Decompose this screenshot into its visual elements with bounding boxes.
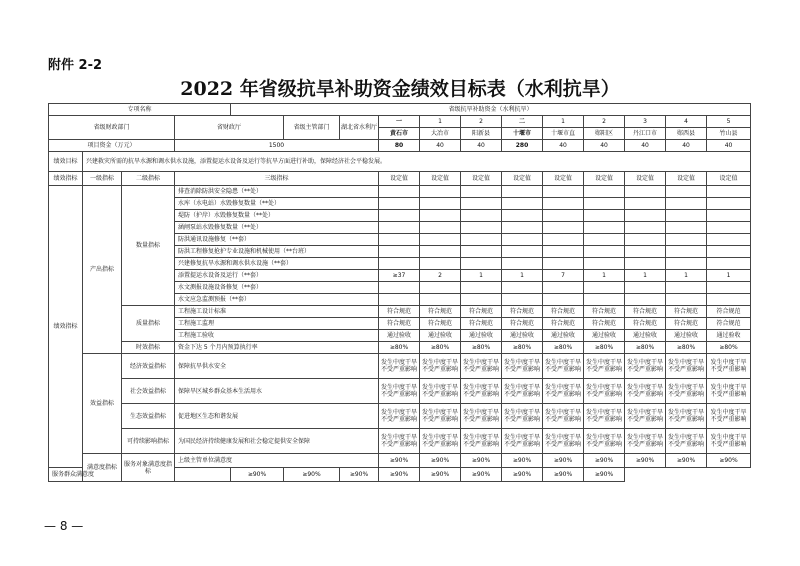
empty-cell [543, 222, 584, 234]
quality-value: 符合规范 [502, 306, 543, 318]
empty-cell [502, 282, 543, 294]
benefit-type: 生态效益指标 [122, 404, 175, 429]
quality-item: 工程施工监理 [175, 318, 379, 330]
satisfaction-value: ≥90% [666, 454, 707, 468]
satisfaction-item: 服务群众满意度 [49, 468, 231, 482]
satisfaction-item: 上级主管单位满意度 [175, 454, 379, 468]
quantity-item: 水库（水电站）水毁修复数量（**处） [175, 198, 379, 210]
col-level3: 三级指标 [175, 172, 379, 186]
table-row [49, 404, 751, 429]
table-row [49, 140, 751, 152]
empty-cell [379, 222, 420, 234]
table-row [49, 116, 751, 128]
benefit-value: 发生中度干旱不受严重影响 [543, 404, 584, 429]
quality-value: 符合规范 [666, 306, 707, 318]
empty-cell [707, 258, 751, 270]
empty-cell [707, 246, 751, 258]
satisfaction-value: ≥90% [584, 454, 625, 468]
empty-cell [666, 282, 707, 294]
benefit-value: 发生中度干旱不受严重影响 [666, 354, 707, 379]
col-level2: 二级指标 [122, 172, 175, 186]
benefit-value: 发生中度干旱不受严重影响 [625, 429, 666, 454]
empty-cell [666, 294, 707, 306]
empty-cell [543, 258, 584, 270]
empty-cell [420, 234, 461, 246]
benefit-type: 经济效益指标 [122, 354, 175, 379]
region-num: 2 [461, 116, 502, 128]
project-name-label: 专项名称 [49, 104, 231, 116]
quantity-item: 添置提运水设备及运行（**套） [175, 270, 379, 282]
table-row [49, 468, 751, 482]
region-num: 二 [502, 116, 543, 128]
quality-value: 符合规范 [379, 306, 420, 318]
benefit-value: 发生中度干旱不受严重影响 [420, 379, 461, 404]
timeliness-value: ≥80% [379, 342, 420, 354]
region-num: 2 [584, 116, 625, 128]
quality-value: 通过验收 [420, 330, 461, 342]
satisfaction-value: ≥90% [707, 454, 751, 468]
benefit-item: 促进地区生态和谐发展 [175, 404, 379, 429]
empty-cell [461, 198, 502, 210]
empty-cell [707, 222, 751, 234]
timeliness-value: ≥80% [461, 342, 502, 354]
set-value-header: 设定值 [502, 172, 543, 186]
empty-cell [666, 234, 707, 246]
funds-label: 项目资金（万元） [49, 140, 175, 152]
quantity-indicators: 数量指标 [122, 186, 175, 306]
empty-cell [379, 258, 420, 270]
empty-cell [625, 294, 666, 306]
benefit-value: 发生中度干旱不受严重影响 [420, 429, 461, 454]
quality-value: 通过验收 [502, 330, 543, 342]
benefit-item: 保障旱区城乡群众基本生活用水 [175, 379, 379, 404]
empty-cell [461, 234, 502, 246]
benefit-value: 发生中度干旱不受严重影响 [461, 429, 502, 454]
set-value-header: 设定值 [543, 172, 584, 186]
satisfaction-value: ≥90% [543, 468, 584, 482]
satisfaction-value: ≥90% [420, 468, 461, 482]
perf-indicators-label: 绩效指标 [49, 186, 83, 468]
empty-cell [625, 234, 666, 246]
set-value-header: 设定值 [584, 172, 625, 186]
region-num: 一 [379, 116, 420, 128]
empty-cell [584, 258, 625, 270]
region-amount: 280 [502, 140, 543, 152]
empty-cell [707, 282, 751, 294]
empty-cell [625, 246, 666, 258]
benefit-item: 为国民经济持续健康发展和社会稳定提供安全保障 [175, 429, 379, 454]
table-row [49, 186, 751, 198]
benefit-indicators: 效益指标 [83, 354, 122, 454]
empty-cell [502, 210, 543, 222]
quality-value: 符合规范 [666, 318, 707, 330]
empty-cell [502, 258, 543, 270]
goal-text: 兴建救灾所需的抗旱水源和调水供水设施，添置提运水设备及运行等抗旱方面进行补助，保障经济社会平稳发展。 [83, 152, 751, 172]
benefit-type: 社会效益指标 [122, 379, 175, 404]
benefit-value: 发生中度干旱不受严重影响 [584, 379, 625, 404]
quality-value: 通过验收 [666, 330, 707, 342]
quality-value: 符合规范 [502, 318, 543, 330]
satisfaction-value: ≥90% [379, 454, 420, 468]
empty-cell [502, 234, 543, 246]
benefit-value: 发生中度干旱不受严重影响 [666, 379, 707, 404]
quality-value: 符合规范 [543, 318, 584, 330]
quantity-item: 兴建修复抗旱水源和调水供水设施（**套） [175, 258, 379, 270]
empty-cell [543, 294, 584, 306]
quality-value: 通过验收 [707, 330, 751, 342]
benefit-value: 发生中度干旱不受严重影响 [625, 404, 666, 429]
quantity-item: 防洪通讯设施修复（**套） [175, 234, 379, 246]
empty-cell [420, 186, 461, 198]
region-num: 5 [707, 116, 751, 128]
quantity-value: ≥37 [379, 270, 420, 282]
quantity-item: 水文测报设施设备修复（**套） [175, 282, 379, 294]
quality-value: 符合规范 [707, 306, 751, 318]
benefit-value: 发生中度干旱不受严重影响 [666, 404, 707, 429]
quantity-value: 1 [461, 270, 502, 282]
empty-cell [502, 294, 543, 306]
empty-cell [584, 186, 625, 198]
sup-dept-label: 省级主管部门 [284, 116, 340, 140]
region-amount: 40 [461, 140, 502, 152]
quality-value: 符合规范 [461, 306, 502, 318]
satisfaction-value: ≥90% [543, 454, 584, 468]
benefit-value: 发生中度干旱不受严重影响 [584, 429, 625, 454]
empty-cell [666, 246, 707, 258]
region-name: 阳新县 [461, 128, 502, 140]
timeliness-value: ≥80% [502, 342, 543, 354]
region-name: 丹江口市 [625, 128, 666, 140]
empty-cell [584, 246, 625, 258]
table-row [49, 429, 751, 454]
satisfaction-value: ≥90% [379, 468, 420, 482]
quantity-value: 7 [543, 270, 584, 282]
benefit-value: 发生中度干旱不受严重影响 [543, 354, 584, 379]
empty-cell [502, 246, 543, 258]
empty-cell [666, 258, 707, 270]
quality-value: 符合规范 [584, 318, 625, 330]
empty-cell [584, 282, 625, 294]
empty-cell [502, 198, 543, 210]
satisfaction-indicators: 满意度指标 [83, 454, 122, 482]
empty-cell [379, 186, 420, 198]
benefit-value: 发生中度干旱不受严重影响 [502, 404, 543, 429]
satisfaction-value: ≥90% [584, 468, 625, 482]
table-row [49, 342, 751, 354]
region-amount: 40 [625, 140, 666, 152]
satisfaction-value: ≥90% [502, 454, 543, 468]
table-row [49, 172, 751, 186]
quantity-value: 2 [420, 270, 461, 282]
satisfaction-value: ≥90% [284, 468, 340, 482]
empty-cell [584, 294, 625, 306]
region-amount: 40 [584, 140, 625, 152]
table-row [49, 379, 751, 404]
benefit-type: 可持续影响指标 [122, 429, 175, 454]
benefit-value: 发生中度干旱不受严重影响 [420, 354, 461, 379]
region-name: 十堰市 [502, 128, 543, 140]
benefit-value: 发生中度干旱不受严重影响 [707, 379, 751, 404]
region-name: 郧阳区 [584, 128, 625, 140]
benefit-value: 发生中度干旱不受严重影响 [379, 354, 420, 379]
quantity-value: 1 [584, 270, 625, 282]
benefit-value: 发生中度干旱不受严重影响 [584, 354, 625, 379]
empty-cell [379, 198, 420, 210]
empty-cell [379, 210, 420, 222]
empty-cell [461, 186, 502, 198]
set-value-header: 设定值 [666, 172, 707, 186]
quality-value: 通过验收 [584, 330, 625, 342]
set-value-header: 设定值 [420, 172, 461, 186]
region-name: 大冶市 [420, 128, 461, 140]
timeliness-item: 资金下达 5 个月内预算执行率 [175, 342, 379, 354]
empty-cell [584, 198, 625, 210]
empty-cell [420, 198, 461, 210]
timeliness-value: ≥80% [625, 342, 666, 354]
region-amount: 40 [420, 140, 461, 152]
region-name: 黄石市 [379, 128, 420, 140]
perf-label: 绩效指标 [49, 172, 83, 186]
empty-cell [543, 210, 584, 222]
benefit-value: 发生中度干旱不受严重影响 [502, 379, 543, 404]
timeliness-value: ≥80% [420, 342, 461, 354]
set-value-header: 设定值 [707, 172, 751, 186]
quantity-item: 排查消除防洪安全隐患（**处） [175, 186, 379, 198]
empty-cell [461, 258, 502, 270]
quality-value: 符合规范 [543, 306, 584, 318]
quantity-value: 1 [502, 270, 543, 282]
set-value-header: 设定值 [461, 172, 502, 186]
benefit-value: 发生中度干旱不受严重影响 [707, 429, 751, 454]
benefit-value: 发生中度干旱不受严重影响 [584, 404, 625, 429]
empty-cell [584, 210, 625, 222]
table-row [49, 104, 751, 116]
satisfaction-value: ≥90% [625, 454, 666, 468]
satisfaction-value: ≥90% [461, 468, 502, 482]
empty-cell [420, 222, 461, 234]
quality-value: 符合规范 [379, 318, 420, 330]
empty-cell [543, 186, 584, 198]
region-num: 4 [666, 116, 707, 128]
empty-cell [707, 186, 751, 198]
region-num: 1 [543, 116, 584, 128]
benefit-value: 发生中度干旱不受严重影响 [625, 379, 666, 404]
satisfaction-value: ≥90% [420, 454, 461, 468]
empty-cell [707, 198, 751, 210]
region-amount: 40 [543, 140, 584, 152]
page-number: — 8 — [44, 519, 84, 533]
satisfaction-value: ≥90% [231, 468, 284, 482]
empty-cell [584, 234, 625, 246]
quantity-value: 1 [666, 270, 707, 282]
region-num: 1 [420, 116, 461, 128]
benefit-value: 发生中度干旱不受严重影响 [543, 379, 584, 404]
empty-cell [625, 258, 666, 270]
quality-value: 符合规范 [420, 318, 461, 330]
satisfaction-value: ≥90% [340, 468, 379, 482]
empty-cell [625, 198, 666, 210]
empty-cell [625, 222, 666, 234]
quality-value: 符合规范 [420, 306, 461, 318]
table-row [49, 152, 751, 172]
empty-cell [707, 210, 751, 222]
dept-value: 省财政厅 [175, 116, 284, 140]
quality-value: 符合规范 [625, 318, 666, 330]
empty-cell [625, 210, 666, 222]
goal-label: 绩效目标 [49, 152, 83, 172]
empty-cell [420, 258, 461, 270]
empty-cell [420, 282, 461, 294]
empty-cell [666, 186, 707, 198]
satisfaction-value: ≥90% [502, 468, 543, 482]
quality-value: 符合规范 [625, 306, 666, 318]
region-amount: 80 [379, 140, 420, 152]
empty-cell [461, 246, 502, 258]
benefit-value: 发生中度干旱不受严重影响 [379, 429, 420, 454]
empty-cell [666, 222, 707, 234]
timeliness-value: ≥80% [707, 342, 751, 354]
region-name: 郧西县 [666, 128, 707, 140]
table-row [49, 454, 751, 468]
timeliness-value: ≥80% [666, 342, 707, 354]
page-title: 2022 年省级抗旱补助资金绩效目标表（水利抗旱） [180, 78, 620, 100]
quality-value: 通过验收 [625, 330, 666, 342]
empty-cell [502, 222, 543, 234]
quality-item: 工程施工验收 [175, 330, 379, 342]
empty-cell [543, 234, 584, 246]
benefit-value: 发生中度干旱不受严重影响 [461, 354, 502, 379]
benefit-value: 发生中度干旱不受严重影响 [707, 404, 751, 429]
benefit-item: 保障抗旱供水安全 [175, 354, 379, 379]
empty-cell [379, 246, 420, 258]
empty-cell [420, 294, 461, 306]
empty-cell [666, 198, 707, 210]
quantity-item: 堤防（护岸）水毁修复数量（**处） [175, 210, 379, 222]
empty-cell [379, 234, 420, 246]
empty-cell [379, 294, 420, 306]
table-row [49, 354, 751, 379]
benefit-value: 发生中度干旱不受严重影响 [625, 354, 666, 379]
empty-cell [420, 210, 461, 222]
benefit-value: 发生中度干旱不受严重影响 [502, 429, 543, 454]
dept-label: 省级财政部门 [49, 116, 175, 140]
quantity-value: 1 [707, 270, 751, 282]
quality-item: 工程施工设计标准 [175, 306, 379, 318]
empty-cell [666, 210, 707, 222]
col-level1: 一级指标 [83, 172, 122, 186]
empty-cell [502, 186, 543, 198]
set-value-header: 设定值 [625, 172, 666, 186]
quantity-value: 1 [625, 270, 666, 282]
benefit-value: 发生中度干旱不受严重影响 [461, 404, 502, 429]
empty-cell [461, 210, 502, 222]
benefit-value: 发生中度干旱不受严重影响 [502, 354, 543, 379]
empty-cell [461, 294, 502, 306]
empty-cell [543, 282, 584, 294]
region-amount: 40 [666, 140, 707, 152]
timeliness-value: ≥80% [543, 342, 584, 354]
empty-cell [707, 234, 751, 246]
output-indicators: 产出指标 [83, 186, 122, 354]
set-value-header: 设定值 [379, 172, 420, 186]
empty-cell [379, 282, 420, 294]
quality-value: 符合规范 [707, 318, 751, 330]
quantity-item: 涵闸泵站水毁修复数量（**处） [175, 222, 379, 234]
table-row [49, 306, 751, 318]
quality-value: 通过验收 [461, 330, 502, 342]
empty-cell [420, 246, 461, 258]
empty-cell [543, 246, 584, 258]
quality-value: 符合规范 [584, 306, 625, 318]
benefit-value: 发生中度干旱不受严重影响 [420, 404, 461, 429]
funds-total: 1500 [175, 140, 379, 152]
region-num: 3 [625, 116, 666, 128]
service-satisfaction: 服务对象满意度指标 [122, 454, 175, 482]
attachment-label: 附件 2-2 [48, 58, 103, 73]
empty-cell [584, 222, 625, 234]
quality-value: 通过验收 [379, 330, 420, 342]
benefit-value: 发生中度干旱不受严重影响 [543, 429, 584, 454]
project-name-value: 省级抗旱补助资金（水利抗旱） [231, 104, 751, 116]
empty-cell [625, 186, 666, 198]
region-name: 十堰市直 [543, 128, 584, 140]
quality-indicators: 质量指标 [122, 306, 175, 342]
sup-dept-value: 湖北省水利厅 [340, 116, 379, 140]
benefit-value: 发生中度干旱不受严重影响 [379, 404, 420, 429]
performance-table [48, 103, 751, 482]
quality-value: 符合规范 [461, 318, 502, 330]
empty-cell [625, 282, 666, 294]
timeliness-value: ≥80% [584, 342, 625, 354]
benefit-value: 发生中度干旱不受严重影响 [379, 379, 420, 404]
quality-value: 通过验收 [543, 330, 584, 342]
region-name: 竹山县 [707, 128, 751, 140]
empty-cell [543, 198, 584, 210]
benefit-value: 发生中度干旱不受严重影响 [707, 354, 751, 379]
empty-cell [707, 294, 751, 306]
satisfaction-value: ≥90% [461, 454, 502, 468]
quantity-item: 水文应急监测预报（**套） [175, 294, 379, 306]
benefit-value: 发生中度干旱不受严重影响 [666, 429, 707, 454]
empty-cell [461, 282, 502, 294]
benefit-value: 发生中度干旱不受严重影响 [461, 379, 502, 404]
region-amount: 40 [707, 140, 751, 152]
timeliness-indicators: 时效指标 [122, 342, 175, 354]
quantity-item: 防洪工程修复抢护专业设施和机械使用（**台班） [175, 246, 379, 258]
empty-cell [461, 222, 502, 234]
